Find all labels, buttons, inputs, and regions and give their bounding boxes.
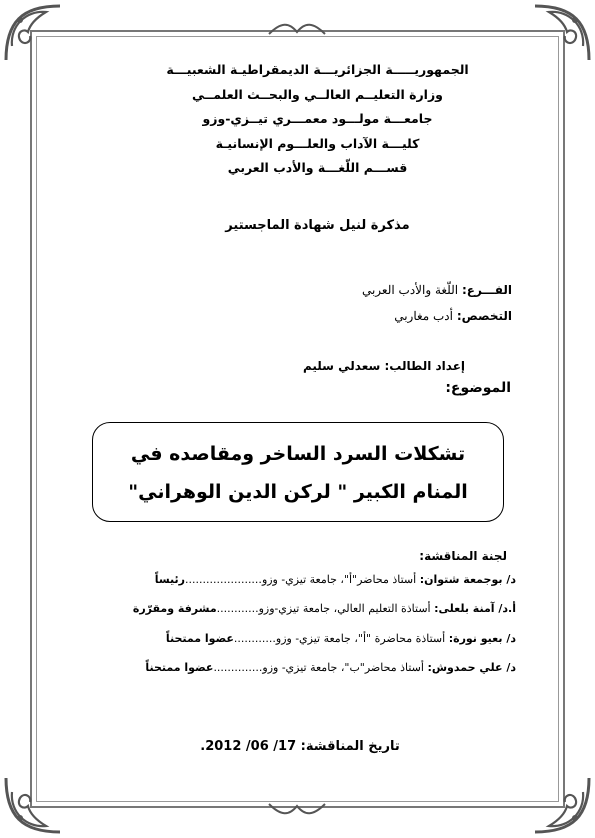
student-label: إعداد الطالب: [384, 359, 465, 373]
border-ornament-icon [267, 800, 327, 816]
member-description: أستاذ محاضر"أ"، جامعة تيزي- وزو [261, 573, 420, 586]
defense-date [180, 739, 420, 754]
ministry-name: وزارة التعليــم العالــي والبحــث العلمــي [192, 86, 443, 102]
member-role: مشرفة ومقرّرة [132, 602, 217, 615]
corner-ornament-icon [531, 2, 593, 64]
member-description: أستاذة محاضرة "أ"، جامعة تيزي- وزو [275, 632, 449, 645]
member-description: أستاذة التعليم العالي، جامعة تيزي-وزو [258, 602, 435, 615]
thesis-title-box [92, 422, 504, 522]
corner-ornament-icon [531, 774, 593, 836]
date-label: تاريخ المناقشة: [300, 739, 400, 754]
department-name: قســـم اللّغـــة والأدب العربي [227, 160, 408, 175]
student-name: سعدلي سليم [302, 359, 381, 373]
member-name: د/ بعيو نورة: [448, 632, 516, 645]
member-dots: .............. [213, 661, 263, 674]
member-description: أستاذ محاضر"ب"، جامعة تيزي- وزو [262, 661, 428, 674]
member-name: د/ علي حمدوش: [427, 661, 516, 674]
member-dots: ...................... [185, 573, 262, 586]
member-role: رئيساً [154, 573, 185, 586]
committee-member [46, 573, 516, 586]
member-role: عضوا ممتحناً [165, 632, 234, 645]
subject-label: الموضوع: [445, 380, 511, 396]
university-name: جامعـــة مولـــود معمـــري تيــزي-وزو [202, 111, 433, 126]
member-name: أ.د/ آمنة بلعلى: [434, 602, 516, 615]
member-role: عضوا ممتحناً [145, 661, 214, 674]
corner-ornament-icon [2, 774, 64, 836]
republic-name: الجمهوريـــــة الجزائريـــة الديمقراطيـة الشعبيـــة [166, 62, 469, 77]
institution-header [60, 58, 535, 181]
thesis-title-line-2: المنام الكبير " لركن الدين الوهراني" [128, 481, 468, 503]
member-name: د/ بوجمعة شتوان: [419, 573, 516, 586]
branch-value: اللّغة والأدب العربي [361, 283, 459, 297]
branch-row [362, 283, 512, 297]
committee-label: لجنة المناقشة: [419, 549, 507, 563]
member-dots: ............ [233, 632, 276, 645]
corner-ornament-icon [2, 2, 64, 64]
date-value: 17/ 06/ 2012. [200, 739, 297, 754]
member-dots: ............ [216, 602, 259, 615]
specialty-value: أدب مغاربي [394, 309, 453, 323]
thesis-title-line-1: تشكلات السرد الساخر ومقاصده في [130, 443, 466, 465]
thesis-type: مذكرة لنيل شهادة الماجستير [225, 218, 410, 233]
committee-member [46, 632, 516, 645]
specialty-row [394, 309, 512, 323]
border-ornament-icon [267, 22, 327, 38]
specialty-label: التخصص: [456, 309, 512, 323]
committee-member [46, 602, 516, 615]
committee-member [46, 661, 516, 674]
student-row [303, 359, 465, 373]
branch-label: الفـــرع: [461, 283, 512, 297]
faculty-name: كليـــة الآداب والعلـــوم الإنسانيـة [215, 135, 420, 151]
